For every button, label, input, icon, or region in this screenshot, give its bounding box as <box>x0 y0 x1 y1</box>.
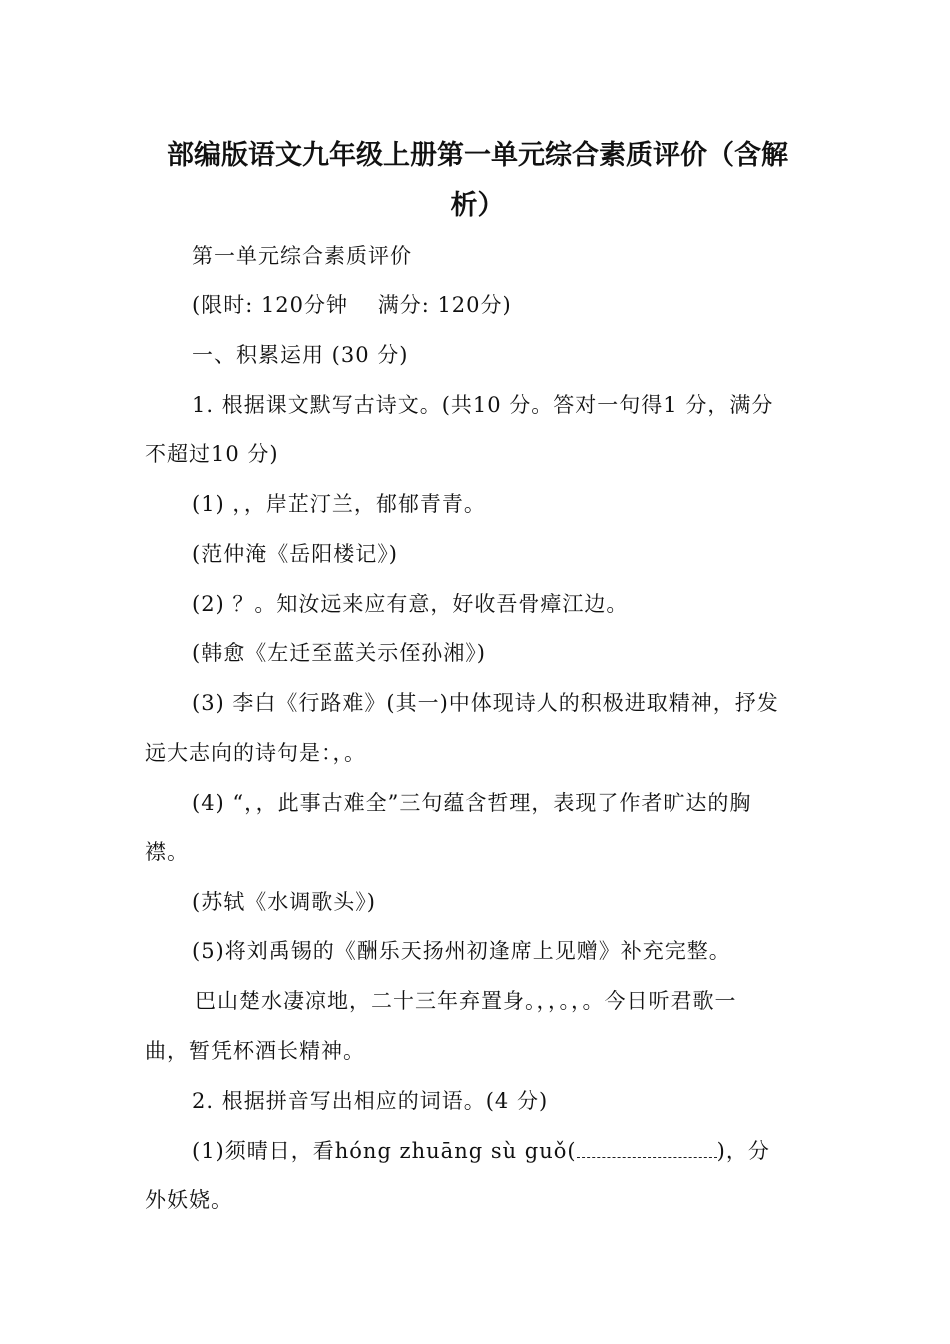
question-2-sub1-line2: 外妖娆。 <box>145 1188 233 1212</box>
document-title-line1: 部编版语文九年级上册第一单元综合素质评价（含解 <box>167 140 788 171</box>
question-1-sub1-source: (范仲淹《岳阳楼记》) <box>192 542 398 566</box>
question-2-sub1-prefix: (1)须晴日，看hóng zhuāng sù guǒ( <box>192 1139 577 1163</box>
question-1-sub5-poem-line1: 巴山楚水凄凉地，二十三年弃置身。，，。，。今日听君歌一 <box>195 989 737 1013</box>
unit-subtitle: 第一单元综合素质评价 <box>192 244 412 268</box>
question-1-sub4-line2: 襟。 <box>145 840 189 864</box>
question-1-sub5-poem-line2: 曲，暂凭杯酒长精神。 <box>145 1039 365 1063</box>
question-1-sub5: (5)将刘禹锡的《酬乐天扬州初逢席上见赠》补充完整。 <box>192 939 731 963</box>
document-title-line2: 析） <box>450 190 505 221</box>
question-1-sub4-source: (苏轼《水调歌头》) <box>192 890 376 914</box>
question-1-sub4-line1: (4) “，，此事古难全”三句蕴含哲理，表现了作者旷达的胸 <box>192 791 752 815</box>
section-heading-accumulation: 一、积累运用 (30 分) <box>192 343 409 367</box>
question-1-line2: 不超过10 分) <box>145 442 279 466</box>
question-1-sub1: (1) ，，岸芷汀兰，郁郁青青。 <box>192 492 486 516</box>
question-1-line1: 1. 根据课文默写古诗文。(共10 分。答对一句得1 分，满分 <box>192 393 774 417</box>
question-1-sub2: (2) ？。知汝远来应有意，好收吾骨瘴江边。 <box>192 592 629 616</box>
question-2-sub1-line1 <box>192 1135 770 1165</box>
question-2-sub1-suffix: )，分 <box>716 1139 770 1163</box>
question-1-sub3-line1: (3) 李白《行路难》(其一)中体现诗人的积极进取精神，抒发 <box>192 691 779 715</box>
question-2-line1: 2. 根据拼音写出相应的词语。(4 分) <box>192 1089 549 1113</box>
answer-blank[interactable] <box>577 1143 717 1158</box>
question-1-sub2-source: (韩愈《左迁至蓝关示侄孙湘》) <box>192 641 486 665</box>
question-1-sub3-line2: 远大志向的诗句是：，。 <box>145 741 366 765</box>
time-score-info: (限时: 120分钟 满分: 120分) <box>192 293 512 317</box>
